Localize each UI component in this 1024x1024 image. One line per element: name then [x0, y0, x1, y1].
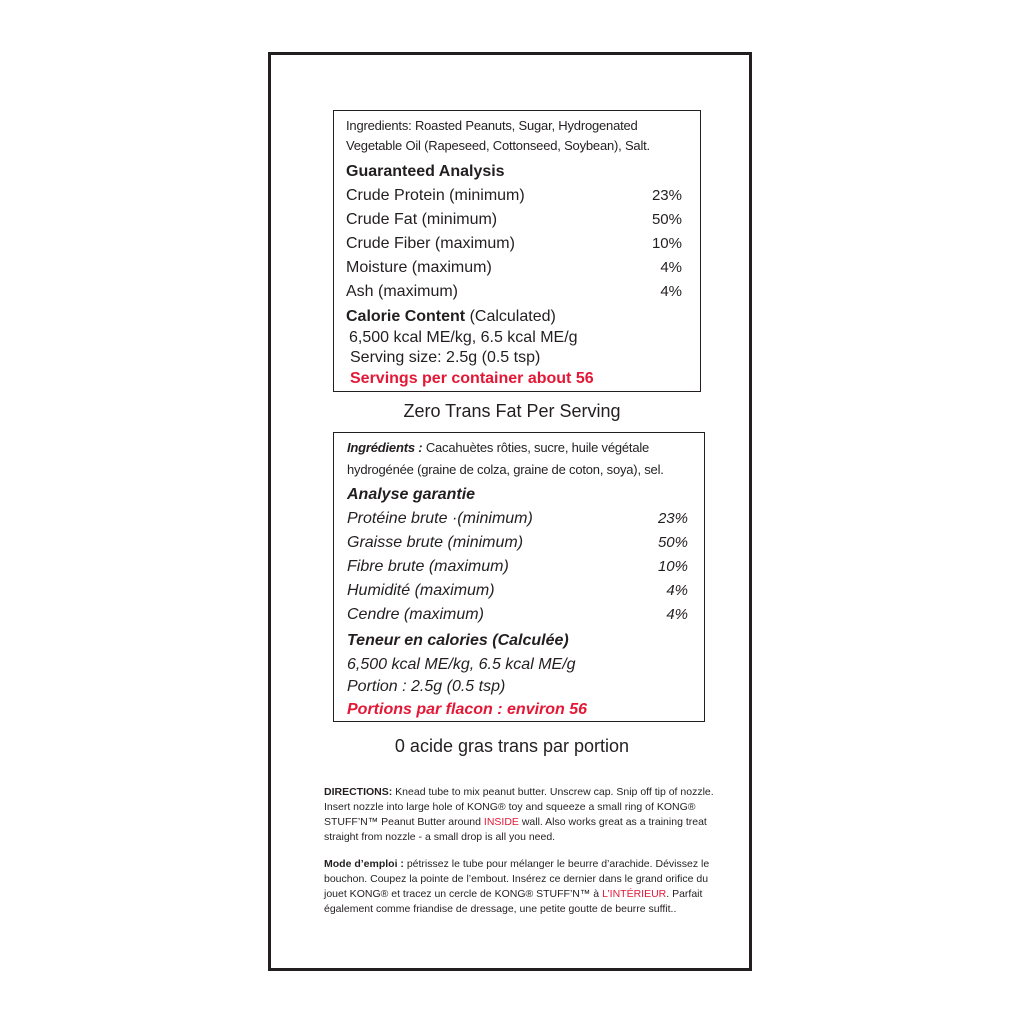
analyse-row-label: Protéine brute ·(minimum) — [347, 510, 533, 527]
analysis-row-label: Crude Fat (minimum) — [346, 211, 498, 228]
analysis-row-label: Crude Fiber (maximum) — [346, 235, 515, 252]
calorie-value-fr: 6,500 kcal ME/kg, 6.5 kcal ME/g — [347, 656, 576, 673]
analysis-row-value: 4% — [660, 259, 682, 276]
portions-par-flacon: Portions par flacon : environ 56 — [347, 701, 588, 718]
trans-fat-en: Zero Trans Fat Per Serving — [403, 401, 621, 421]
analyse-row-label: Fibre brute (maximum) — [347, 558, 509, 575]
analysis-row-label: Crude Protein (minimum) — [346, 187, 525, 204]
guaranteed-analysis-heading: Guaranteed Analysis — [346, 163, 505, 180]
ingredients-en-line2: Vegetable Oil (Rapeseed, Cottonseed, Soybean), Salt. — [346, 138, 650, 153]
servings-per-container: Servings per container about 56 — [350, 370, 594, 387]
serving-size: Serving size: 2.5g (0.5 tsp) — [350, 349, 541, 366]
analyse-row-label: Graisse brute (minimum) — [347, 534, 524, 551]
analysis-row-label: Moisture (maximum) — [346, 259, 492, 276]
analyse-garantie-heading: Analyse garantie — [347, 486, 476, 503]
analyse-row-value: 23% — [657, 510, 688, 527]
analyse-row-value: 50% — [657, 534, 688, 551]
directions-en: DIRECTIONS: Knead tube to mix peanut butter. Unscrew cap. Snip off tip of nozzle. Insert nozzle into large hole of KONG® toy and squeeze a small ring of KONG® STUFF’N™ Peanut Butter around INSIDE wall. Also works great as a training treat straight from nozzle - a small drop is all you need. — [324, 786, 714, 843]
trans-fat-fr: 0 acide gras trans par portion — [394, 736, 630, 756]
analysis-row-value: 10% — [651, 235, 682, 252]
ingredients-en-line1: Ingredients: Roasted Peanuts, Sugar, Hydrogenated — [346, 118, 638, 133]
analyse-row-value: 10% — [657, 558, 688, 575]
analyse-row-label: Humidité (maximum) — [347, 582, 495, 599]
analyse-row-value: 4% — [666, 606, 688, 623]
calorie-value: 6,500 kcal ME/kg, 6.5 kcal ME/g — [349, 329, 578, 346]
portion-fr: Portion : 2.5g (0.5 tsp) — [347, 678, 506, 695]
ingredients-fr-line1: Ingrédients : Cacahuètes rôties, sucre, huile végétale — [347, 440, 650, 455]
teneur-calories-heading: Teneur en calories (Calculée) — [347, 632, 569, 649]
analyse-row-value: 4% — [666, 582, 688, 599]
analysis-row-value: 4% — [660, 283, 682, 300]
analysis-row-label: Ash (maximum) — [346, 283, 459, 300]
analyse-row-label: Cendre (maximum) — [347, 606, 484, 623]
analysis-row-value: 23% — [651, 187, 682, 204]
directions-fr: Mode d’emploi : pétrissez le tube pour mélanger le beurre d’arachide. Dévissez le bouchon. Coupez la pointe de l’embout. Insérez ce dernier dans le grand orifice du jouet KONG® et tracez un cercle de KONG® STUFF’N™ à L’INTÉRIEUR. Parfait également comme friandise de dressage, une petite goutte de beurre suffit.. — [324, 858, 710, 915]
analysis-row-value: 50% — [651, 211, 682, 228]
ingredients-fr-line2: hydrogénée (graine de colza, graine de coton, soya), sel. — [347, 462, 664, 477]
calorie-content-heading: Calorie Content (Calculated) — [346, 308, 556, 325]
